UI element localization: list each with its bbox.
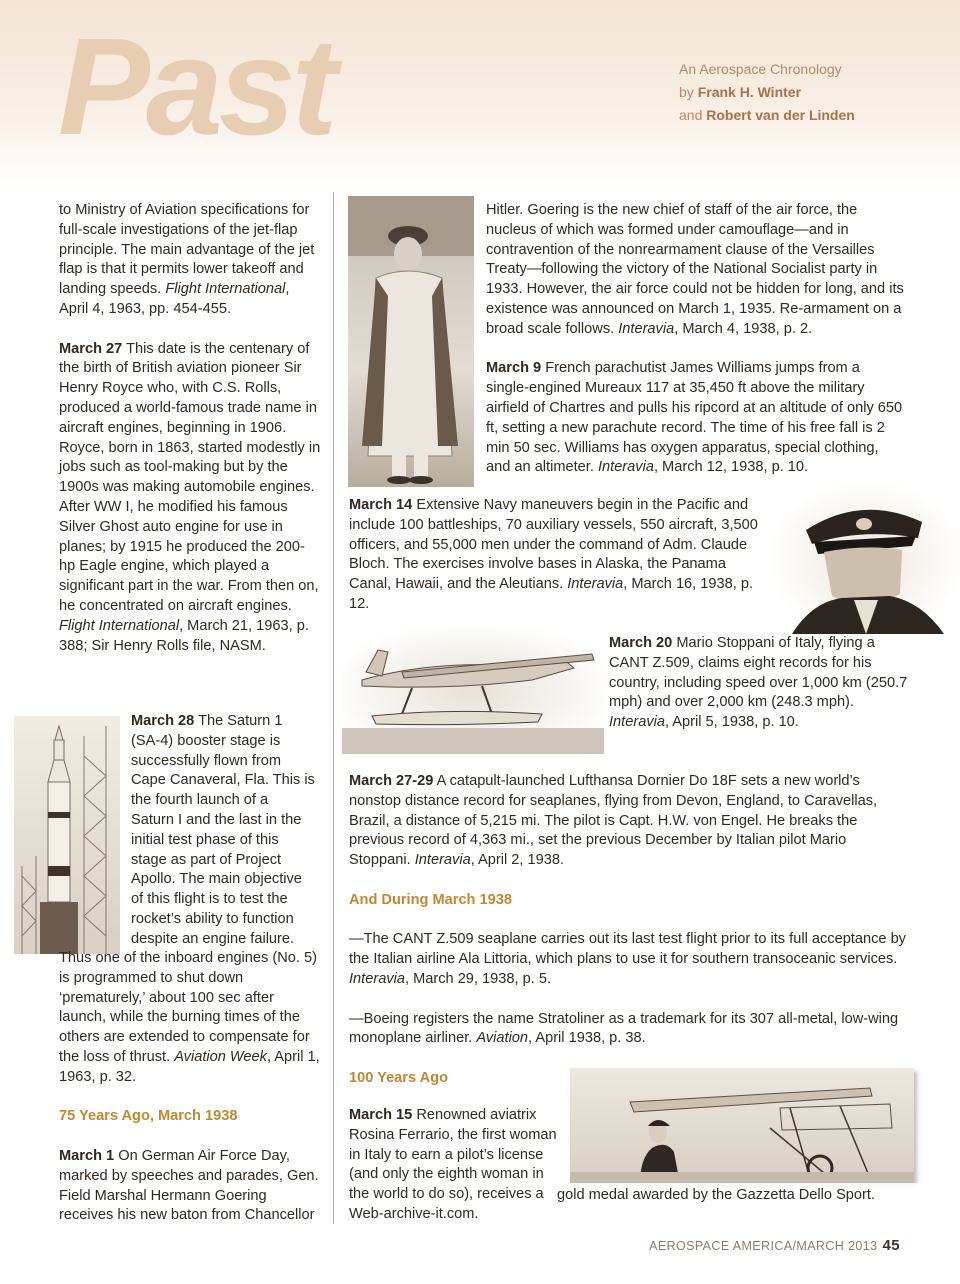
during-item-2: —Boeing registers the name Stratoliner as a trademark for its 307 all-metal, low-wing monoplane airliner. Aviation, April 1938, p. 38. — [349, 1010, 899, 1047]
section-heading-75-years: 75 Years Ago, March 1938 — [59, 1108, 238, 1125]
entry-march-1: March 1 On German Air Force Day, marked by speeches and parades, Gen. Field Marshal Hermann Goering receives his new baton from Chancellor — [59, 1147, 319, 1224]
entry-march-14: March 14 Extensive Navy maneuvers begin in the Pacific and include 100 battleships, 70 auxiliary vessels, 550 aircraft, 3,500 officers, and 55,000 men under the command of Adm. Claude Bloch. The exercises involve bases in Alaska, the Panama Canal, Hawaii, and the Aleutians. Interavia, March 16, 1938, p. 12. — [349, 497, 758, 612]
entry-march-27-29: March 27-29 A catapult-launched Lufthansa Dornier Do 18F sets a new world’s nonstop distance record for seaplanes, flying from Devon, England, to Caravellas, Brazil, a distance of 5,215 mi. The pilot is Capt. H.W. von Engel. He breaks the previous record of 4,363 mi., set the previous December by Italian pilot Mario Stoppani. Interavia, April 2, 1938. — [349, 773, 878, 869]
entry-date: March 1 — [59, 1147, 115, 1164]
entry-date: March 27-29 — [349, 773, 434, 789]
author-2: Robert van der Linden — [706, 107, 855, 123]
section-heading-100-years: 100 Years Ago — [349, 1069, 448, 1086]
entry-march-9: March 9 French parachutist James Williams jumps from a single-engined Mureaux 117 at 35,450 ft above the military airfield of Chartres and pulls his ripcord at an altitude of only 650 ft, setting a new parachute record. The time of his free fall is 2 min 50 sec. Williams has oxygen apparatus, special clothing, and an altimeter. Interavia, March 12, 1938, p. 10. — [486, 360, 903, 476]
entry-date: March 27 — [59, 340, 123, 357]
left-column-lower — [59, 949, 321, 1246]
column-rule — [333, 192, 334, 1224]
entry-march-28-cont: Thus one of the inboard engines (No. 5) is programmed to shut down ‘prematurely,’ about 100 sec after launch, while the burning times of the others are extended to compensate for the loss of thrust. Aviation Week, April 1, 1963, p. 32. — [59, 950, 320, 1085]
entry-date: March 9 — [486, 360, 542, 377]
entry-date: March 28 — [131, 713, 195, 729]
section-title: Past — [58, 10, 334, 164]
author-line-1: by Frank H. Winter — [679, 84, 802, 100]
entry-date: March 14 — [349, 497, 413, 513]
entry-march-28: March 28 The Saturn 1 (SA-4) booster stage is successfully flown from Cape Canaveral, Fla. This is the fourth launch of a Saturn I and the last in the initial test phase of this stage as part of Project Apollo. The main objective of this flight is to test the rocket’s ability to function despite an engine failure. — [131, 713, 315, 947]
entry-march-27: March 27 This date is the centenary of the birth of British aviation pioneer Sir Henry Royce who, with C.S. Rolls, produced a world-famous trade name in aircraft engines, beginning in 1906. Royce, born in 1863, started modestly in jobs such as tool-making but by the 1900s was making automobile engines. After WW I, he modified his famous Silver Ghost auto engine for use in planes; by 1915 he produced the 200-hp Eagle engine, which played a significant part in the war. From then on, he concentrated on aircraft engines. Flight International, March 21, 1963, p. 388; Sir Henry Rolls file, NASM. — [59, 340, 321, 654]
saturn-rocket-photo — [14, 716, 120, 954]
page-footer — [649, 1237, 900, 1254]
entry-date: March 15 — [349, 1107, 413, 1123]
right-column-upper — [486, 201, 906, 498]
continued-entry-right: Hitler. Goering is the new chief of staff of the air force, the nucleus of which was formed under camouflage—and in contravention of the nonrearmament clause of the Versailles Treaty—following the victory of the National Socialist party in 1933. However, the air force could not be hidden for long, and its existence was announced on March 1, 1935. Re-armament on a broad scale follows. Interavia, March 4, 1938, p. 2. — [486, 202, 904, 337]
byline — [679, 58, 855, 127]
author-1: Frank H. Winter — [697, 84, 802, 100]
continued-entry: to Ministry of Aviation specifications for full-scale investigations of the jet-flap principle. The main advantage of the jet flap is that it permits lower takeoff and landing speeds. Flight International, April 4, 1963, pp. 454-455. — [59, 202, 315, 317]
ferrario-photo — [570, 1068, 914, 1184]
officer-figure — [772, 484, 960, 634]
section-heading-during-march: And During March 1938 — [349, 891, 512, 908]
entry-march-15-source: Web-archive-it.com. — [349, 1206, 479, 1222]
cant-seaplane-photo — [342, 628, 604, 754]
journal-name: AEROSPACE AMERICA/MARCH 2013 — [649, 1239, 878, 1253]
during-item-1: —The CANT Z.509 seaplane carries out its last test flight prior to its full acceptance by the Italian airline Ala Littoria, which plans to use it for southern transoceanic services. Interavia, March 29, 1938, p. 5. — [349, 931, 906, 987]
entry-march-15: March 15 Renowned aviatrix Rosina Ferrario, the first woman in Italy to earn a pilot’s license (and only the eighth woman in the world to do so), receives a — [349, 1107, 557, 1203]
right-column-lower — [349, 772, 909, 1109]
rocket-illustration — [14, 716, 120, 954]
seaplane-illustration — [342, 628, 604, 754]
entry-date: March 20 — [609, 635, 673, 651]
entry-march-15-cont: gold medal awarded by the Gazzetta Dello Sport. — [557, 1187, 875, 1203]
left-column — [59, 201, 321, 676]
page-number: 45 — [882, 1237, 900, 1254]
subtitle: An Aerospace Chronology — [679, 61, 842, 77]
goering-figure — [348, 196, 474, 487]
goering-photo — [348, 196, 474, 487]
bloch-portrait — [772, 484, 960, 634]
author-line-2: and Robert van der Linden — [679, 107, 855, 123]
ferrario-aircraft — [570, 1068, 914, 1184]
entry-march-20: March 20 Mario Stoppani of Italy, flying a CANT Z.509, claims eight records for his country, including speed over 1,000 km (250.7 mph) and over 2,000 km (248.3 mph). Interavia, April 5, 1938, p. 10. — [609, 635, 908, 731]
